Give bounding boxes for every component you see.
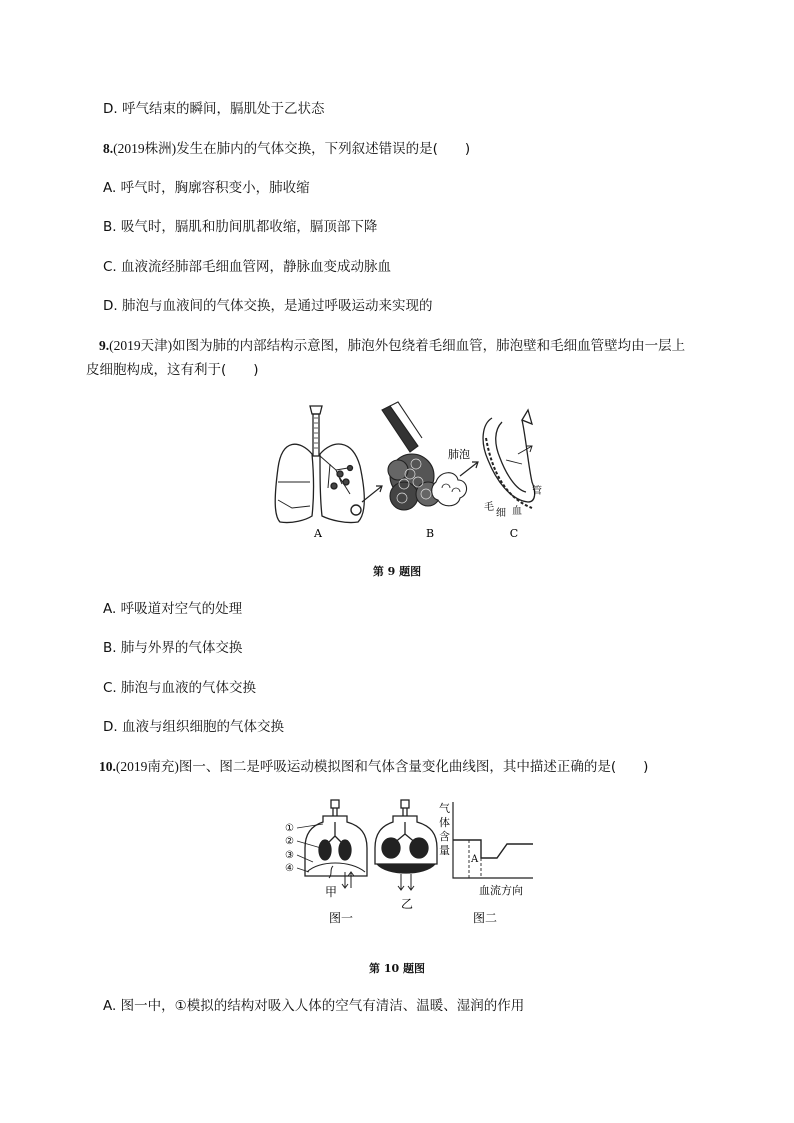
label-fig1: 图一 bbox=[329, 911, 354, 925]
q9-option-a: A. 呼吸道对空气的处理 bbox=[103, 601, 243, 617]
marker-3: ③ bbox=[285, 850, 294, 861]
capillary-diagram-c bbox=[483, 410, 535, 508]
q9-option-d: D. 血液与组织细胞的气体交换 bbox=[103, 719, 284, 735]
q10-option-a-rest: 模拟的结构对吸入人体的空气有清洁、温暖、湿润的作用 bbox=[186, 998, 525, 1014]
q8-option-d: D. 肺泡与血液间的气体交换，是通过呼吸运动来实现的 bbox=[103, 298, 433, 314]
capillary-char-4: 管 bbox=[532, 486, 542, 497]
label-b: B bbox=[425, 527, 435, 540]
q8-source: (2019株洲) bbox=[113, 141, 177, 156]
q9-option-b: B. 肺与外界的气体交换 bbox=[103, 640, 243, 656]
q10-breathing-figure bbox=[283, 798, 537, 928]
q10-option-a bbox=[103, 997, 524, 1015]
q9-source: (2019天津) bbox=[109, 338, 173, 353]
alveolus-label: 肺泡 bbox=[448, 448, 470, 461]
q8-stem-text: 发生在肺内的气体交换，下列叙述错误的是( ) bbox=[176, 141, 471, 157]
label-yi: 乙 bbox=[401, 897, 414, 911]
q9-lung-figure bbox=[270, 398, 550, 543]
q9-stem-text: 如图为肺的内部结构示意图，肺泡外包绕着毛细血管，肺泡壁和毛细血管壁均由一层上 bbox=[172, 338, 686, 354]
q10-caption: 第 10 题图 bbox=[369, 962, 425, 975]
q10-source: (2019南充) bbox=[115, 759, 179, 774]
lungs-diagram-a bbox=[275, 406, 382, 523]
capillary-char-2: 细 bbox=[496, 508, 506, 519]
gas-content-graph bbox=[453, 802, 533, 878]
q10-stem-text: 图一、图二是呼吸运动模拟图和气体含量变化曲线图，其中描述正确的是( ) bbox=[178, 759, 649, 775]
q7-option-d: D. 呼气结束的瞬间，膈肌处于乙状态 bbox=[103, 101, 325, 117]
x-axis-label: 血流方向 bbox=[479, 884, 523, 897]
label-jia: 甲 bbox=[325, 885, 338, 899]
jar-markers bbox=[285, 823, 294, 874]
q9-option-c: C. 肺泡与血液的气体交换 bbox=[103, 680, 257, 696]
y-axis-char-3: 含 bbox=[439, 830, 450, 843]
bell-jar-jia bbox=[305, 800, 367, 888]
bell-jar-yi bbox=[375, 800, 437, 890]
q9-stem-line1 bbox=[99, 337, 685, 355]
marker-2: ② bbox=[285, 836, 294, 847]
q10-stem bbox=[99, 758, 648, 776]
q9-caption: 第 9 题图 bbox=[372, 565, 422, 578]
marker-1: ① bbox=[285, 823, 294, 834]
q9-number: 9. bbox=[99, 338, 110, 353]
q10-number: 10. bbox=[99, 759, 116, 774]
q8-option-c: C. 血液流经肺部毛细血管网，静脉血变成动脉血 bbox=[103, 259, 392, 275]
q10-option-a-marker: ① bbox=[174, 998, 187, 1014]
q9-stem-line2: 皮细胞构成，这有利于( ) bbox=[86, 362, 259, 378]
q8-option-a: A. 呼气时，胸廓容积变小，肺收缩 bbox=[103, 180, 310, 196]
label-a: A bbox=[314, 527, 322, 540]
y-axis-char-4: 量 bbox=[439, 844, 450, 857]
capillary-char-1: 毛 bbox=[484, 502, 494, 513]
marker-4: ④ bbox=[285, 863, 294, 874]
y-axis-char-1: 气 bbox=[439, 802, 450, 815]
q10-option-a-prefix: A. 图一中， bbox=[103, 998, 175, 1014]
y-axis-label bbox=[439, 801, 450, 857]
capillary-char-3: 血 bbox=[512, 506, 522, 517]
point-a-label: A bbox=[471, 854, 479, 865]
q8-number: 8. bbox=[103, 141, 114, 156]
q8-stem bbox=[103, 140, 470, 158]
label-fig2: 图二 bbox=[473, 911, 498, 925]
y-axis-char-2: 体 bbox=[439, 816, 450, 829]
q8-option-b: B. 吸气时，膈肌和肋间肌都收缩，膈顶部下降 bbox=[103, 219, 378, 235]
label-c: C bbox=[509, 527, 519, 540]
